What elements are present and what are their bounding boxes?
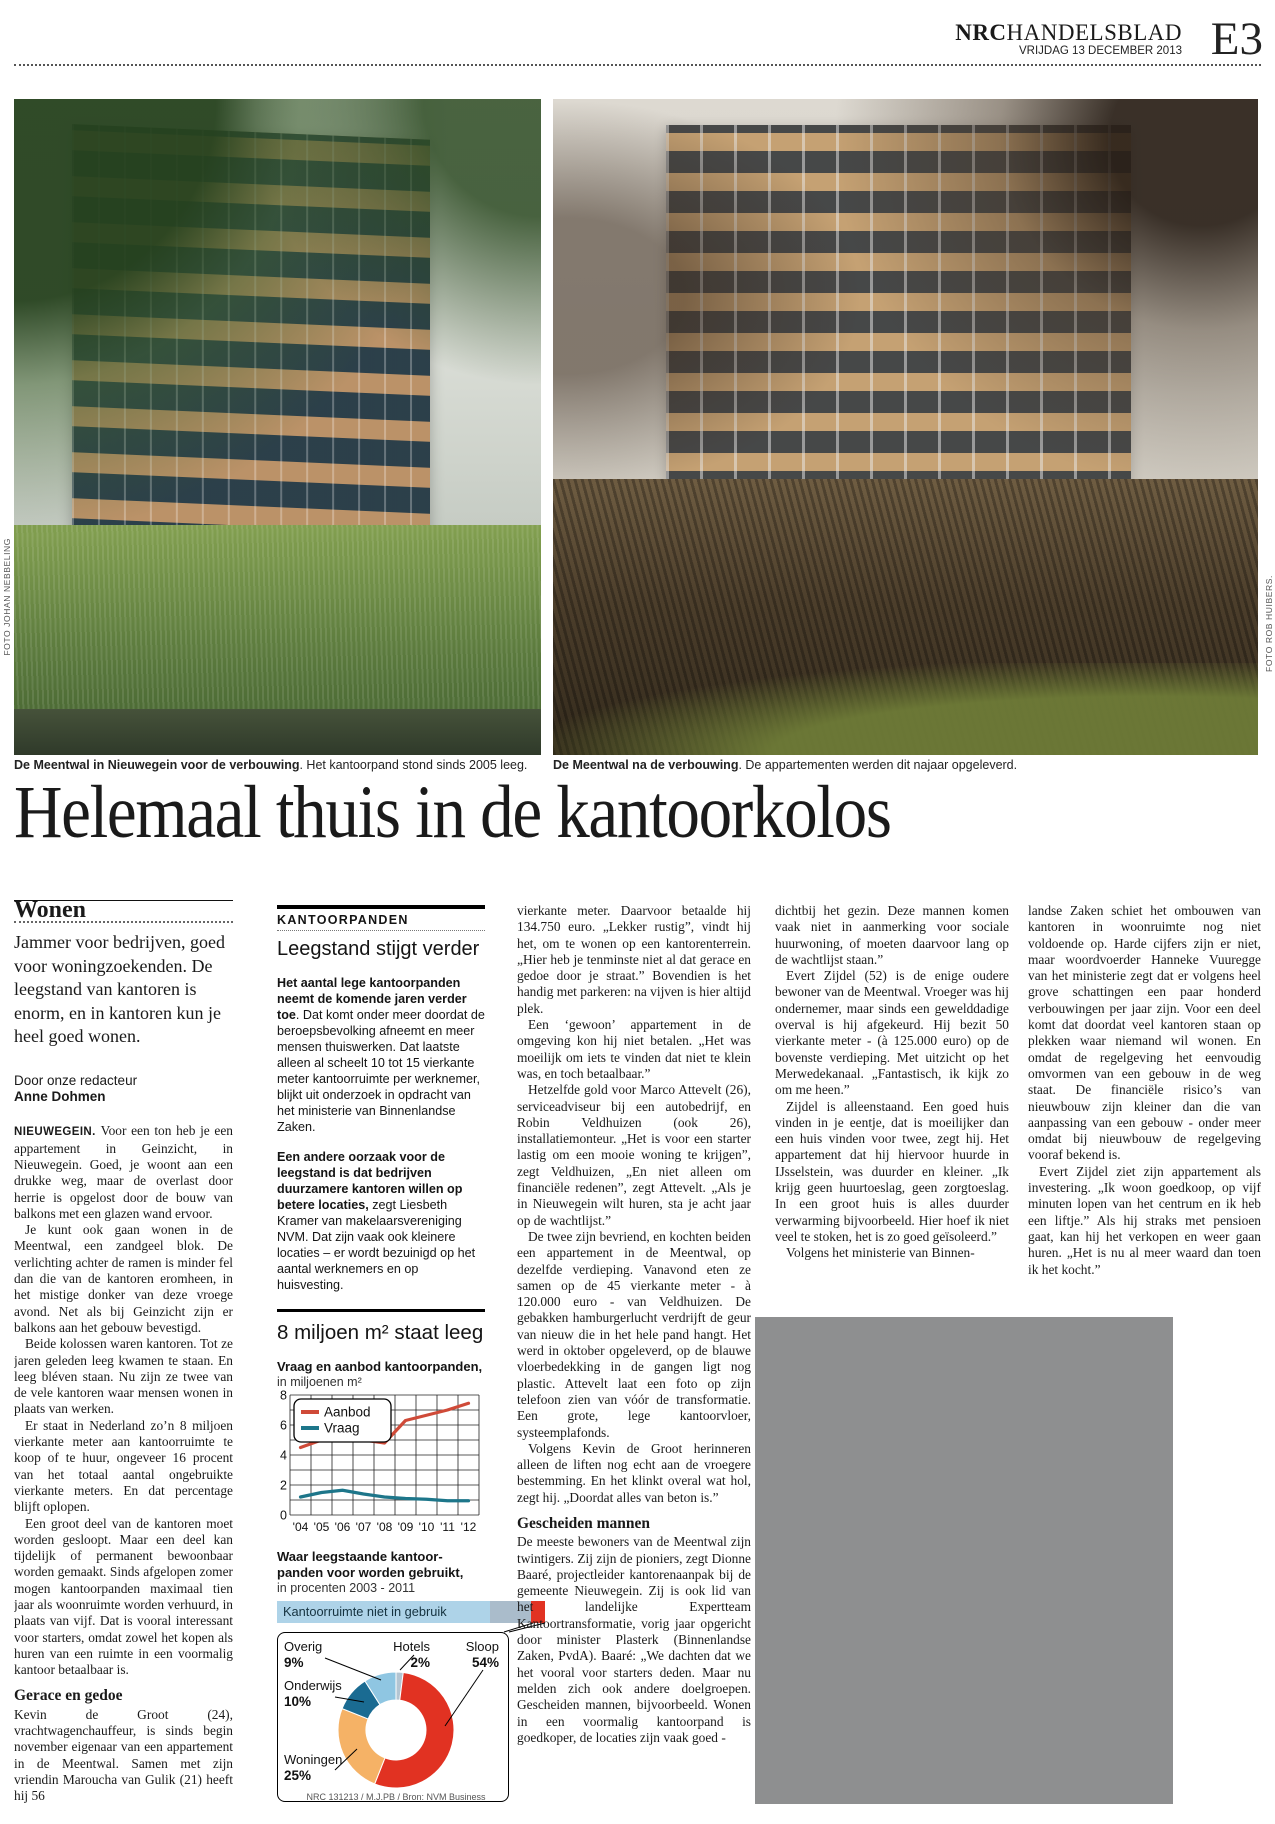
brand-bold: NRC	[955, 20, 1007, 45]
svg-text:'09: '09	[397, 1520, 414, 1534]
subhead: Gescheiden mannen	[517, 1514, 651, 1532]
paragraph: Hetzelfde gold voor Marco Attevelt (26), serviceadviseur bij een autobedrijf, en Robin Veldhuizen (ook 26), installatiemonteur. „Het is voor een starter lastig om een mooie woning te krijgen”, zegt Veldhuizen, „En niet alleen om financiële redenen”, zegt Attevelt. „Als je in Nieuwegein wilt huren, sta je acht jaar op de wachtlijst.”	[517, 1082, 751, 1228]
svg-text:Onderwijs: Onderwijs	[284, 1678, 342, 1693]
svg-text:'11: '11	[440, 1520, 455, 1534]
photo-after-renovation	[553, 99, 1258, 755]
sidebar-kantoorpanden	[277, 905, 499, 1802]
svg-text:0: 0	[280, 1508, 287, 1523]
chart-source: NRC 131213 / M.J.PB / Bron: NVM Business	[306, 1792, 486, 1802]
paragraph: Zijdel is alleenstaand. Een goed huis vinden in je eentje, dat is moeilijker dan een huis vinden voor twee, zegt hij. Het appartement dat hij hiervoor huurde in IJsselstein, was duurder en kleiner. „Ik krijg geen huurtoeslag, geen zorgtoeslag. In een groot huis is alles duurder verwarming bijvoorbeeld. Hier hoef ik niet veel te stoken, het is zo goed geïsoleerd.”	[775, 1098, 1009, 1244]
svg-text:'10: '10	[418, 1520, 435, 1534]
article-column-1	[14, 900, 233, 1824]
masthead-brand	[955, 20, 1182, 46]
paragraph: Een ‘gewoon’ appartement in de omgeving kon hij niet betalen. „Het was moeilijk om iets te vinden dat niet te klein was, en toch betaalbaar.”	[517, 1017, 751, 1081]
photo-credit-left: FOTO JOHAN NEBBELING	[2, 538, 12, 656]
paragraph: NIEUWEGEIN. Voor een ton heb je een appartement in Geinzicht, in Nieuwegein. Goed, je woont aan een drukke weg, maar de overlast door herrie is opgelost door de bouw van balkons met een glazen wand ervoor.	[14, 1123, 233, 1221]
article-headline: Helemaal thuis in de kantoorkolos	[14, 771, 891, 854]
byline	[14, 1073, 233, 1106]
paragraph: landse Zaken schiet het ombouwen van kantoren in woonruimte nog niet voldoende op. Harde cijfers zijn er niet, maar woordvoerder Hanneke Vuuregge van het ministerie zegt dat er volgens heel grove schattingen een paar honderd verbouwingen per jaar zijn. Voor een deel komt dat doordat veel kantoren staan op plekken waar niemand wil wonen. En omdat de regelgeving het eenvoudig omvormen van een gebouw in de weg staat. De financiële risico’s van nieuwbouw zijn kleiner dan die van aanpassing van een gebouw - onder meer omdat bij nieuwbouw de regelgeving vooraf bekend is.	[1028, 903, 1261, 1163]
byline-name: Anne Dohmen	[14, 1089, 106, 1105]
donut-chart-subtitle: in procenten 2003 - 2011	[277, 1581, 416, 1595]
vacancy-bar	[277, 1601, 545, 1623]
photo-branches	[553, 99, 1258, 755]
line-chart-subtitle: in miljoenen m²	[277, 1375, 362, 1389]
paragraph: Er staat in Nederland zo’n 8 miljoen vierkante meter aan kantoorruimte te koop of te huur, ongeveer 16 procent van het totaal aantal ongebruikte vierkante meters. En dat percentage blijft oplopen.	[14, 1417, 233, 1515]
paragraph: vierkante meter. Daarvoor betaalde hij 134.750 euro. „Lekker rustig”, vindt hij het, om te wonen op een kantorenterrein. „Hier heb je tenminste niet al dat gerace en gedoe door je straat.” Bovendien is het handig met parkeren: na vijven is hier altijd plek.	[517, 903, 751, 1016]
masthead-dotted-rule	[14, 64, 1261, 66]
article-column-4	[775, 903, 1009, 1313]
photo-foliage	[14, 99, 541, 755]
caption-rest: . Het kantoorpand stond sinds 2005 leeg.	[299, 758, 528, 772]
body-text	[517, 903, 751, 1506]
sidebar-text	[277, 975, 485, 1307]
body-text	[1028, 903, 1261, 1278]
paragraph: De twee zijn bevriend, en kochten beiden een appartement in de Meentwal, op dezelfde verdieping. Vanavond eten ze samen op de 45 vierkante meter - à 120.000 euro - van Veldhuizen. De gebakken hamburgerlucht verdrijft de geur van nieuw die in het hele pand hangt. Het werd in oktober opgeleverd, op de blauwe vloerbedekking in de gangen ligt nog plastic. Attevelt laat een foto op zijn telefoon zien van vóór de transformatie. Een grote, lege kantoorvloer, systeemplafonds.	[517, 1228, 751, 1440]
svg-text:9%: 9%	[284, 1655, 304, 1670]
svg-text:2%: 2%	[410, 1655, 430, 1670]
sidebar-kicker: KANTOORPANDEN	[277, 913, 409, 927]
donut-chart-box	[277, 1632, 509, 1802]
caption-rest: . De appartementen werden dit najaar opgeleverd.	[738, 758, 1018, 772]
paragraph: Kevin de Groot (24), vrachtwagenchauffeur, is sinds begin november eigenaar van een appartement in de Meentwal. Samen met zijn vriendin Maroucha van Gulik (21) heeft hij 56	[14, 1706, 233, 1804]
body-text	[14, 1707, 233, 1805]
svg-text:25%: 25%	[284, 1768, 312, 1783]
donut-chart	[278, 1633, 508, 1801]
svg-text:'08: '08	[376, 1520, 393, 1534]
svg-text:Aanbod: Aanbod	[324, 1404, 371, 1420]
svg-text:4: 4	[280, 1448, 287, 1463]
svg-text:'07: '07	[355, 1520, 372, 1534]
donut-chart-title: Waar leegstaande kantoor-panden voor worden gebruikt,	[277, 1549, 464, 1580]
svg-text:Hotels: Hotels	[393, 1639, 430, 1654]
byline-prefix: Door onze redacteur	[14, 1072, 138, 1088]
article-column-5	[1028, 903, 1261, 1313]
svg-text:10%: 10%	[284, 1694, 312, 1709]
paragraph: Evert Zijdel (52) is de enige oudere bewoner van de Meentwal. Vroeger was hij ondernemer, maar sinds een gewelddadige overval is hij afgekeurd. Hij bezit 50 vierkante meter - (à 125.000 euro) op de bovenste verdieping. Met uitzicht op het Merwedekanaal. „Fantastisch, ik kijk zo om me heen.”	[775, 968, 1009, 1098]
paragraph: Volgens het ministerie van Binnen-	[786, 1245, 975, 1261]
line-chart-title: Vraag en aanbod kantoorpanden,	[277, 1359, 483, 1374]
svg-text:Vraag: Vraag	[324, 1420, 360, 1436]
svg-text:Overig: Overig	[284, 1639, 323, 1654]
svg-text:8: 8	[280, 1388, 287, 1403]
caption-bold: De Meentwal in Nieuwegein voor de verbouwing	[14, 758, 300, 772]
article-column-3	[517, 903, 751, 1824]
svg-text:54%: 54%	[471, 1655, 499, 1670]
standfirst: Jammer voor bedrijven, goed voor woningzoekenden. De leegstand van kantoren is enorm, en in kantoren kun je heel goed wonen.	[14, 932, 225, 1047]
paragraph: Evert Zijdel ziet zijn appartement als investering. „Ik woon goedkoop, op vijf minuten lopen van het centrum en ik heb een liftje.” Als hij straks met pensioen gaat, kan hij het verkopen en weer gaan huren. „Het is nu al meer waard dan toen ik het kocht.”	[1028, 1163, 1261, 1277]
line-chart	[277, 1388, 485, 1539]
ad-placeholder	[755, 1317, 1173, 1804]
svg-text:2: 2	[280, 1478, 287, 1493]
subhead: Gerace en gedoe	[14, 1687, 123, 1705]
svg-text:Sloop: Sloop	[465, 1639, 499, 1654]
svg-text:'04: '04	[292, 1520, 309, 1534]
body-text	[517, 1534, 751, 1746]
donut-chart-block	[277, 1549, 499, 1802]
section-label: Wonen	[14, 900, 87, 923]
paragraph: De meeste bewoners van de Meentwal zijn twintigers. Zij zijn de pioniers, zegt Dionne Baaré, projectleider kantorenaanpak bij de gemeente Nieuwegein. Zij is ook lid van het landelijke Expertteam Kantoortransformatie, vorig jaar opgericht door minister Plasterk (Binnenlandse Zaken, PvdA). Baaré: „We dachten dat we het vooral voor starters deden. Maar nu melden zich ook andere doelgroepen. Gescheiden mannen, bijvoorbeeld. Wonen in een voormalig kantoorpand is goedkoper, de locaties zijn vaak goed -	[517, 1534, 751, 1745]
body-text	[775, 903, 1009, 1262]
paragraph: Een andere oorzaak voor de leegstand is dat bedrijven duurzamere kantoren willen op betere locaties, zegt Liesbeth Kramer van makelaarsvereniging NVM. Dat zijn vaak ook kleinere locaties – er wordt bezuinigd op het aantal werknemers en op huisvesting.	[277, 1150, 476, 1292]
svg-text:'12: '12	[460, 1520, 477, 1534]
svg-text:'05: '05	[313, 1520, 330, 1534]
paragraph: Je kunt ook gaan wonen in de Meentwal, een zandgeel blok. De verlichting achter de ramen is minder fel dan die van de kantoren eromheen, in het mistige donker van deze vroege avond. Net als bij Geinzicht zijn er balkons aan het gebouw bevestigd.	[14, 1222, 233, 1335]
caption-bold: De Meentwal na de verbouwing	[553, 758, 739, 772]
paragraph: Volgens Kevin de Groot herinneren alleen de liften nog echt aan de vroegere bestemming. En het klinkt overal wat hol, zegt hij. „Doordat alles van beton is.”	[517, 1440, 751, 1505]
paragraph: Een groot deel van de kantoren moet worden gesloopt. Maar een deel kan tijdelijk of permanent bewoonbaar worden gemaakt. Sinds afgelopen zomer mogen kantoorpanden maximaal tien jaar als woonruimte worden verhuurd, in plaats van vijf. Dat is vooral interessant voor starters, omdat zowel het kopen als huren van een ruimte in een voormalig kantoor betaalbaar is.	[14, 1515, 233, 1678]
rule	[277, 1309, 485, 1312]
photo-caption-right	[553, 758, 1258, 772]
graphic-title: 8 miljoen m² staat leeg	[277, 1321, 484, 1344]
page-number: E3	[1210, 13, 1263, 65]
svg-text:'06: '06	[334, 1520, 351, 1534]
body-text	[14, 1123, 233, 1678]
vacancy-bar-label: Kantoorruimte niet in gebruik	[277, 1601, 490, 1623]
photo-credit-right: FOTO ROB HUIBERS.	[1264, 575, 1274, 672]
paragraph: Beide kolossen waren kantoren. Tot ze jaren geleden leeg kwamen te staan. En leeg bléven staan. Nu zijn ze twee van de vele kantoren waar mensen wonen in plaats van werken.	[14, 1336, 233, 1417]
paragraph: Het aantal lege kantoorpanden neemt de komende jaren verder toe. Dat komt onder meer doordat de beroepsbevolking afneemt en meer mensen thuiswerken. Dat laatste alleen al scheelt 10 tot 15 vierkante meter kantoorruimte per werknemer, blijkt uit onderzoek in opdracht van het ministerie van Binnenlandse Zaken.	[277, 976, 485, 1134]
paragraph: dichtbij het gezin. Deze mannen komen vaak niet in aanmerking voor sociale huurwoning, of moeten daarvoor lang op de wachtlijst staan.”	[775, 903, 1009, 967]
bar-connector-lines	[277, 1623, 547, 1632]
masthead-date: VRIJDAG 13 DECEMBER 2013	[1019, 45, 1182, 57]
photo-caption-left	[14, 758, 541, 772]
brand-rest: HANDELSBLAD	[1006, 20, 1182, 45]
svg-text:6: 6	[280, 1418, 287, 1433]
rule	[277, 930, 485, 931]
rule	[277, 905, 485, 909]
photo-before-renovation	[14, 99, 541, 755]
svg-text:Woningen: Woningen	[284, 1752, 343, 1767]
sidebar-headline: Leegstand stijgt verder	[277, 938, 480, 960]
